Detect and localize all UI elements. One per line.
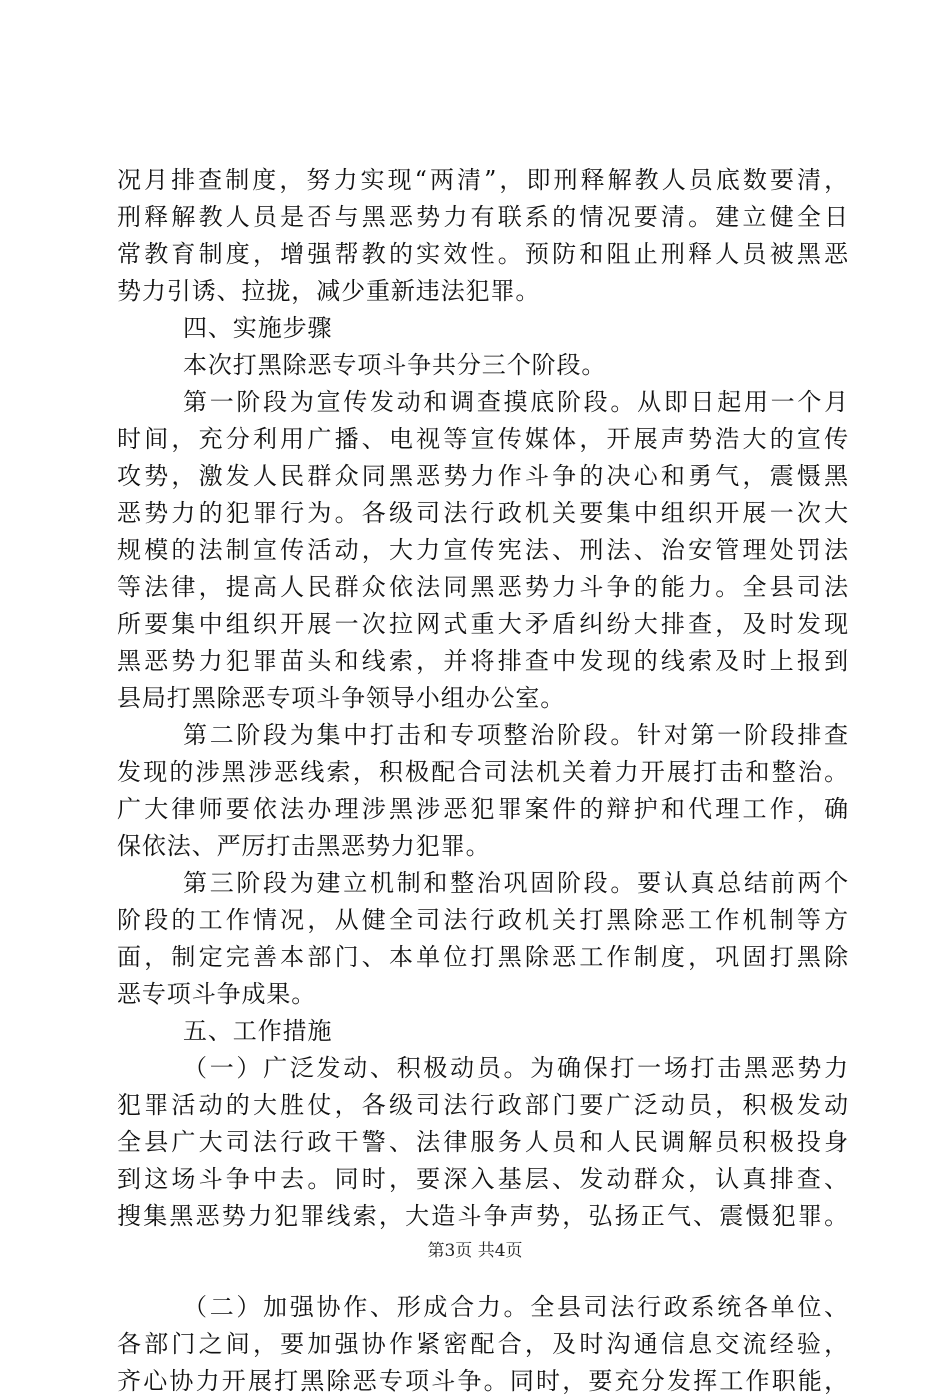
page-number-footer: 第3页 共4页 xyxy=(427,1241,523,1261)
text-line: 攻势，激发人民群众同黑恶势力作斗争的决心和勇气，震慑黑 xyxy=(117,462,849,490)
text-line: 等法律，提高人民群众依法同黑恶势力斗争的能力。全县司法 xyxy=(117,573,849,601)
section-heading: 五、工作措施 xyxy=(183,1017,333,1045)
text-line: 恶势力的犯罪行为。各级司法行政机关要集中组织开展一次大 xyxy=(117,499,849,527)
text-line: 齐心协力开展打黑除恶专项斗争。同时，要充分发挥工作职能， xyxy=(117,1367,849,1395)
text-line: （二）加强协作、形成合力。全县司法行政系统各单位、 xyxy=(183,1293,849,1321)
text-line: 第一阶段为宣传发动和调查摸底阶段。从即日起用一个月 xyxy=(183,388,849,416)
text-line: 本次打黑除恶专项斗争共分三个阶段。 xyxy=(183,351,607,379)
text-line: 常教育制度，增强帮教的实效性。预防和阻止刑释人员被黑恶 xyxy=(117,240,849,268)
text-line: 各部门之间，要加强协作紧密配合，及时沟通信息交流经验， xyxy=(117,1330,849,1358)
text-line: 广大律师要依法办理涉黑涉恶犯罪案件的辩护和代理工作，确 xyxy=(117,795,849,823)
text-line: 到这场斗争中去。同时，要深入基层、发动群众，认真排查、 xyxy=(117,1165,849,1193)
document-body xyxy=(117,162,849,1400)
text-line: 面，制定完善本部门、本单位打黑除恶工作制度，巩固打黑除 xyxy=(117,943,849,971)
text-line: （一）广泛发动、积极动员。为确保打一场打击黑恶势力 xyxy=(183,1054,849,1082)
text-line: 刑释解教人员是否与黑恶势力有联系的情况要清。建立健全日 xyxy=(117,203,849,231)
text-line: 黑恶势力犯罪苗头和线索，并将排查中发现的线索及时上报到 xyxy=(117,647,849,675)
text-line: 势力引诱、拉拢，减少重新违法犯罪。 xyxy=(117,277,541,305)
text-line: 况月排查制度，努力实现“两清”，即刑释解教人员底数要清， xyxy=(117,166,849,194)
text-line: 保依法、严厉打击黑恶势力犯罪。 xyxy=(117,832,491,860)
text-line: 时间，充分利用广播、电视等宣传媒体，开展声势浩大的宣传 xyxy=(117,425,849,453)
text-line: 全县广大司法行政干警、法律服务人员和人民调解员积极投身 xyxy=(117,1128,849,1156)
text-line: 规模的法制宣传活动，大力宣传宪法、刑法、治安管理处罚法 xyxy=(117,536,849,564)
text-line: 阶段的工作情况，从健全司法行政机关打黑除恶工作机制等方 xyxy=(117,906,849,934)
text-line: 发现的涉黑涉恶线索，积极配合司法机关着力开展打击和整治。 xyxy=(117,758,849,786)
text-line: 搜集黑恶势力犯罪线索，大造斗争声势，弘扬正气、震慑犯罪。 xyxy=(117,1202,849,1230)
text-line: 犯罪活动的大胜仗，各级司法行政部门要广泛动员，积极发动 xyxy=(117,1091,849,1119)
text-line: 第三阶段为建立机制和整治巩固阶段。要认真总结前两个 xyxy=(183,869,849,897)
text-line: 所要集中组织开展一次拉网式重大矛盾纠纷大排查，及时发现 xyxy=(117,610,849,638)
text-line: 恶专项斗争成果。 xyxy=(117,980,317,1008)
text-line: 第二阶段为集中打击和专项整治阶段。针对第一阶段排查 xyxy=(183,721,849,749)
text-line: 县局打黑除恶专项斗争领导小组办公室。 xyxy=(117,684,566,712)
section-heading: 四、实施步骤 xyxy=(183,314,333,342)
